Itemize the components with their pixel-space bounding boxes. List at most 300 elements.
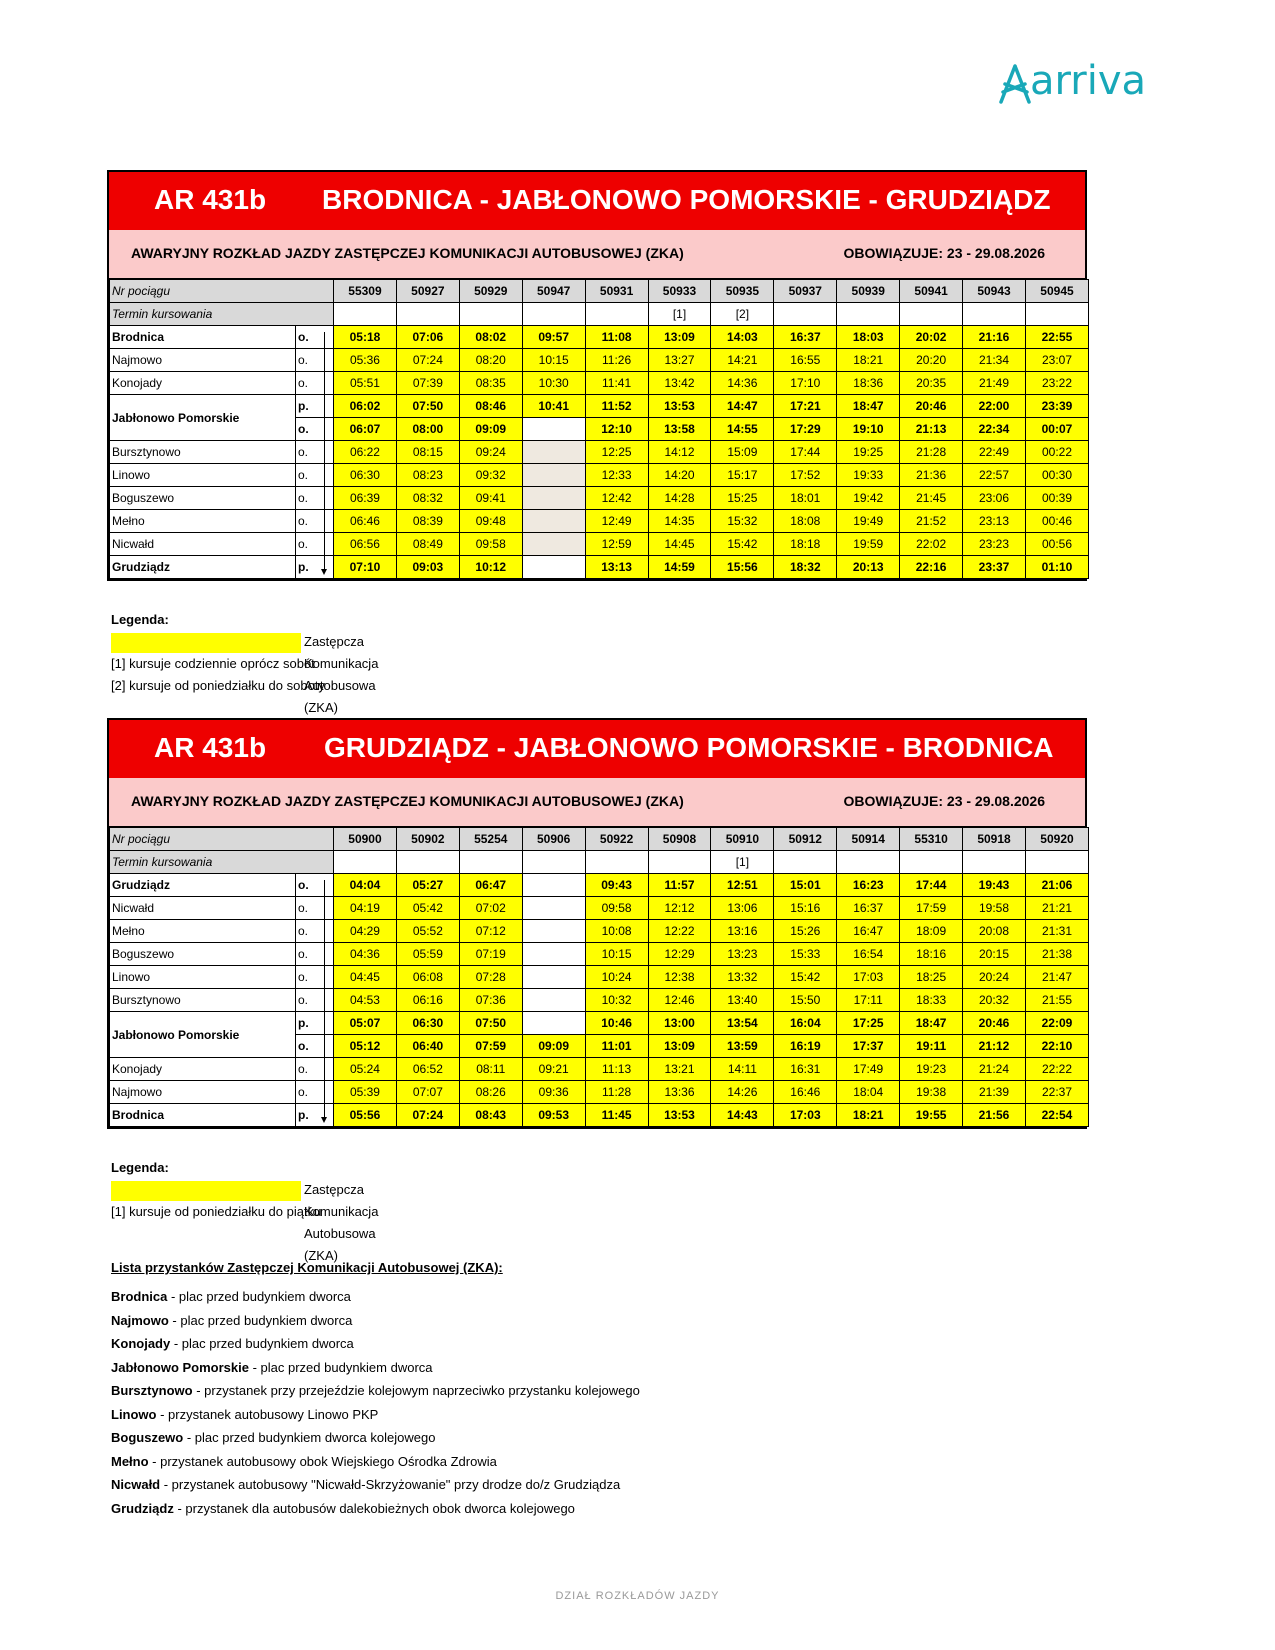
- stop-name: Bursztynowo: [111, 1383, 193, 1398]
- direction-arrow-icon: [324, 880, 325, 1121]
- timetable-row: [110, 1081, 1089, 1104]
- departure-time: 12:12: [648, 897, 711, 920]
- station-name: Mełno: [110, 920, 296, 943]
- departure-time: 17:52: [774, 464, 837, 487]
- term-note: [585, 851, 648, 874]
- departure-time: 13:09: [648, 1035, 711, 1058]
- departure-time: 00:30: [1025, 464, 1088, 487]
- train-number: 50937: [774, 280, 837, 303]
- arr-dep-code: o.: [296, 533, 334, 556]
- departure-time: 10:30: [522, 372, 585, 395]
- departure-time: 12:59: [585, 533, 648, 556]
- departure-time: 14:43: [711, 1104, 774, 1127]
- departure-time: 23:23: [963, 533, 1026, 556]
- departure-time: 18:18: [774, 533, 837, 556]
- stop-item: [111, 1285, 640, 1309]
- stop-description: - plac przed budynkiem dworca: [248, 1359, 433, 1375]
- arr-dep-code: o.: [296, 372, 334, 395]
- train-number: 50912: [774, 828, 837, 851]
- departure-time: 16:47: [837, 920, 900, 943]
- timetable-table: [109, 279, 1089, 579]
- departure-time: 21:38: [1025, 943, 1088, 966]
- departure-time: 12:51: [711, 874, 774, 897]
- departure-time: 22:10: [1025, 1035, 1088, 1058]
- departure-time: [522, 418, 585, 441]
- departure-time: 20:08: [963, 920, 1026, 943]
- departure-time: 19:38: [900, 1081, 963, 1104]
- departure-time: 21:45: [900, 487, 963, 510]
- term-note: [459, 303, 522, 326]
- departure-time: 21:56: [963, 1104, 1026, 1127]
- departure-time: 08:15: [396, 441, 459, 464]
- term-note: [396, 851, 459, 874]
- term-note: [334, 851, 397, 874]
- station-name: Brodnica: [110, 1104, 296, 1127]
- stop-name: Mełno: [111, 1453, 149, 1469]
- timetable-row: [110, 920, 1089, 943]
- departure-time: 05:27: [396, 874, 459, 897]
- departure-time: 07:07: [396, 1081, 459, 1104]
- departure-time: 09:24: [459, 441, 522, 464]
- timetable-brodnica-grudziadz: [107, 170, 1087, 581]
- departure-time: 10:32: [585, 989, 648, 1012]
- arr-dep-code: o.: [296, 1035, 334, 1058]
- departure-time: 06:52: [396, 1058, 459, 1081]
- term-note: [522, 851, 585, 874]
- departure-time: 17:10: [774, 372, 837, 395]
- arr-dep-code: o.: [296, 943, 334, 966]
- departure-time: 14:03: [711, 326, 774, 349]
- departure-time: 14:26: [711, 1081, 774, 1104]
- departure-time: 19:33: [837, 464, 900, 487]
- timetable-row: [110, 441, 1089, 464]
- legend-1: [111, 612, 379, 715]
- legend-2: [111, 1160, 379, 1263]
- train-number: 50900: [334, 828, 397, 851]
- departure-time: 06:02: [334, 395, 397, 418]
- train-number: 50922: [585, 828, 648, 851]
- departure-time: 13:09: [648, 326, 711, 349]
- stop-description: - plac przed budynkiem dworca: [168, 1312, 353, 1328]
- timetable-header: [107, 170, 1087, 230]
- departure-time: 14:55: [711, 418, 774, 441]
- departure-time: 17:03: [774, 1104, 837, 1127]
- departure-time: 22:49: [963, 441, 1026, 464]
- departure-time: 18:47: [900, 1012, 963, 1035]
- departure-time: 12:25: [585, 441, 648, 464]
- departure-time: 09:09: [459, 418, 522, 441]
- departure-time: 22:00: [963, 395, 1026, 418]
- legend-title: Legenda:: [111, 1160, 169, 1175]
- departure-time: 14:45: [648, 533, 711, 556]
- timetable-row: [110, 966, 1089, 989]
- departure-time: 16:37: [774, 326, 837, 349]
- departure-time: 10:12: [459, 556, 522, 579]
- term-note: [837, 303, 900, 326]
- station-name: Jabłonowo Pomorskie: [110, 395, 296, 441]
- stop-description: - plac przed budynkiem dworca: [170, 1336, 354, 1351]
- departure-time: 08:26: [459, 1081, 522, 1104]
- term-note: [774, 851, 837, 874]
- term-label: Termin kursowania: [110, 851, 334, 874]
- departure-time: 05:18: [334, 326, 397, 349]
- zka-label: Zastępcza Komunikacja Autobusowa (ZKA): [304, 634, 379, 715]
- legend-title: Legenda:: [111, 612, 169, 627]
- departure-time: 21:34: [963, 349, 1026, 372]
- train-number-label: Nr pociągu: [110, 280, 334, 303]
- train-number: 50935: [711, 280, 774, 303]
- departure-time: 19:11: [900, 1035, 963, 1058]
- departure-time: 19:25: [837, 441, 900, 464]
- departure-time: 21:12: [963, 1035, 1026, 1058]
- term-note: [1]: [648, 303, 711, 326]
- departure-time: 20:13: [837, 556, 900, 579]
- arr-dep-code: o.: [296, 989, 334, 1012]
- departure-time: 06:40: [396, 1035, 459, 1058]
- departure-time: 17:11: [837, 989, 900, 1012]
- departure-time: 21:24: [963, 1058, 1026, 1081]
- departure-time: 12:46: [648, 989, 711, 1012]
- departure-time: 10:41: [522, 395, 585, 418]
- departure-time: 19:49: [837, 510, 900, 533]
- train-number: 50918: [963, 828, 1026, 851]
- stop-item: [111, 1379, 640, 1403]
- departure-time: 09:21: [522, 1058, 585, 1081]
- departure-time: 22:57: [963, 464, 1026, 487]
- timetable-description: AWARYJNY ROZKŁAD JAZDY ZASTĘPCZEJ KOMUNIKACJI AUTOBUSOWEJ (ZKA): [131, 245, 684, 261]
- timetable-row: [110, 372, 1089, 395]
- timetable-row: [110, 464, 1089, 487]
- station-name: Jabłonowo Pomorskie: [110, 1012, 296, 1058]
- term-note: [900, 851, 963, 874]
- timetable-row: [110, 556, 1089, 579]
- departure-time: 11:28: [585, 1081, 648, 1104]
- departure-time: 17:44: [774, 441, 837, 464]
- departure-time: 09:57: [522, 326, 585, 349]
- train-number: 50929: [459, 280, 522, 303]
- departure-time: 13:53: [648, 1104, 711, 1127]
- departure-time: 16:19: [774, 1035, 837, 1058]
- timetable-row: [110, 943, 1089, 966]
- departure-time: 00:46: [1025, 510, 1088, 533]
- departure-time: [522, 920, 585, 943]
- train-number: 55254: [459, 828, 522, 851]
- timetable-subheader: [107, 230, 1087, 278]
- station-name: Najmowo: [110, 349, 296, 372]
- departure-time: 13:16: [711, 920, 774, 943]
- departure-time: 18:08: [774, 510, 837, 533]
- direction-arrow-icon: [324, 332, 325, 573]
- departure-time: 16:54: [837, 943, 900, 966]
- departure-time: 23:06: [963, 487, 1026, 510]
- departure-time: 17:59: [900, 897, 963, 920]
- departure-time: 11:52: [585, 395, 648, 418]
- departure-time: 21:52: [900, 510, 963, 533]
- departure-time: 08:49: [396, 533, 459, 556]
- term-label: Termin kursowania: [110, 303, 334, 326]
- timetable-header: [107, 718, 1087, 778]
- station-name: Brodnica: [110, 326, 296, 349]
- departure-time: 17:37: [837, 1035, 900, 1058]
- arr-dep-code: p.: [296, 1012, 334, 1035]
- term-note: [1025, 303, 1088, 326]
- stop-description: - przystanek autobusowy obok Wiejskiego Ośrodka Zdrowia: [148, 1453, 497, 1469]
- station-name: Boguszewo: [110, 943, 296, 966]
- departure-time: 06:30: [396, 1012, 459, 1035]
- departure-time: 06:39: [334, 487, 397, 510]
- departure-time: 14:20: [648, 464, 711, 487]
- departure-time: 21:49: [963, 372, 1026, 395]
- stop-name: Najmowo: [111, 1312, 169, 1328]
- departure-time: 05:56: [334, 1104, 397, 1127]
- departure-time: 18:09: [900, 920, 963, 943]
- departure-time: 04:36: [334, 943, 397, 966]
- term-row: [110, 851, 1089, 874]
- departure-time: 21:47: [1025, 966, 1088, 989]
- departure-time: 18:16: [900, 943, 963, 966]
- departure-time: 11:26: [585, 349, 648, 372]
- arrow-head-icon: [321, 1117, 327, 1123]
- departure-time: 07:12: [459, 920, 522, 943]
- departure-time: 05:24: [334, 1058, 397, 1081]
- departure-time: 13:13: [585, 556, 648, 579]
- timetable-row: [110, 326, 1089, 349]
- departure-time: 18:04: [837, 1081, 900, 1104]
- term-row: [110, 303, 1089, 326]
- stop-item: [111, 1426, 640, 1450]
- train-number: 50943: [963, 280, 1026, 303]
- departure-time: 16:23: [837, 874, 900, 897]
- departure-time: 06:46: [334, 510, 397, 533]
- zka-swatch: [111, 633, 301, 653]
- departure-time: 18:32: [774, 556, 837, 579]
- timetable-row: [110, 395, 1089, 418]
- departure-time: 07:39: [396, 372, 459, 395]
- train-number: 50931: [585, 280, 648, 303]
- arr-dep-code: o.: [296, 966, 334, 989]
- departure-time: 18:36: [837, 372, 900, 395]
- departure-time: 09:43: [585, 874, 648, 897]
- arr-dep-code: o.: [296, 1081, 334, 1104]
- departure-time: 05:51: [334, 372, 397, 395]
- departure-time: 10:08: [585, 920, 648, 943]
- arr-dep-code: o.: [296, 464, 334, 487]
- departure-time: 12:49: [585, 510, 648, 533]
- train-number: 50920: [1025, 828, 1088, 851]
- term-note: [396, 303, 459, 326]
- station-name: Nicwałd: [110, 533, 296, 556]
- departure-time: [522, 966, 585, 989]
- departure-time: 07:50: [459, 1012, 522, 1035]
- departure-time: 06:47: [459, 874, 522, 897]
- departure-time: 05:39: [334, 1081, 397, 1104]
- departure-time: 11:01: [585, 1035, 648, 1058]
- departure-time: 12:22: [648, 920, 711, 943]
- station-name: Bursztynowo: [110, 989, 296, 1012]
- departure-time: 14:47: [711, 395, 774, 418]
- arr-dep-code: o.: [296, 326, 334, 349]
- term-note: [963, 851, 1026, 874]
- departure-time: 21:13: [900, 418, 963, 441]
- term-note: [585, 303, 648, 326]
- arr-dep-code: o.: [296, 920, 334, 943]
- departure-time: 15:42: [774, 966, 837, 989]
- arr-dep-code: p.: [296, 556, 334, 579]
- stop-name: Nicwałd: [111, 1477, 161, 1492]
- departure-time: [522, 943, 585, 966]
- departure-time: 05:07: [334, 1012, 397, 1035]
- departure-time: 07:59: [459, 1035, 522, 1058]
- departure-time: 08:20: [459, 349, 522, 372]
- departure-time: [522, 989, 585, 1012]
- departure-time: 15:01: [774, 874, 837, 897]
- departure-time: [522, 1012, 585, 1035]
- departure-time: 08:35: [459, 372, 522, 395]
- departure-time: 16:46: [774, 1081, 837, 1104]
- departure-time: 09:36: [522, 1081, 585, 1104]
- zka-swatch: [111, 1181, 301, 1201]
- departure-time: 07:10: [334, 556, 397, 579]
- departure-time: 21:16: [963, 326, 1026, 349]
- stop-item: [111, 1356, 640, 1380]
- departure-time: 08:32: [396, 487, 459, 510]
- departure-time: 21:36: [900, 464, 963, 487]
- departure-time: 11:08: [585, 326, 648, 349]
- departure-time: 22:54: [1025, 1104, 1088, 1127]
- departure-time: 18:01: [774, 487, 837, 510]
- departure-time: 15:17: [711, 464, 774, 487]
- station-name: Nicwałd: [110, 897, 296, 920]
- departure-time: [522, 487, 585, 510]
- departure-time: 06:30: [334, 464, 397, 487]
- timetable-row: [110, 487, 1089, 510]
- departure-time: 05:52: [396, 920, 459, 943]
- legend-note: [1] kursuje codziennie oprócz sobót: [111, 656, 315, 671]
- departure-time: 22:16: [900, 556, 963, 579]
- departure-time: 09:58: [459, 533, 522, 556]
- departure-time: 07:28: [459, 966, 522, 989]
- departure-time: 13:59: [711, 1035, 774, 1058]
- departure-time: [522, 533, 585, 556]
- departure-time: 12:10: [585, 418, 648, 441]
- departure-time: 08:46: [459, 395, 522, 418]
- departure-time: 14:35: [648, 510, 711, 533]
- timetable-description: AWARYJNY ROZKŁAD JAZDY ZASTĘPCZEJ KOMUNIKACJI AUTOBUSOWEJ (ZKA): [131, 793, 684, 809]
- train-number: 50910: [711, 828, 774, 851]
- departure-time: 22:09: [1025, 1012, 1088, 1035]
- departure-time: 08:00: [396, 418, 459, 441]
- departure-time: 05:59: [396, 943, 459, 966]
- departure-time: 11:57: [648, 874, 711, 897]
- train-number: 50908: [648, 828, 711, 851]
- departure-time: 07:50: [396, 395, 459, 418]
- validity-dates: OBOWIĄZUJE: 23 - 29.08.2026: [843, 245, 1045, 261]
- stop-name: Konojady: [111, 1336, 171, 1351]
- station-name: Najmowo: [110, 1081, 296, 1104]
- departure-time: 04:19: [334, 897, 397, 920]
- departure-time: 16:55: [774, 349, 837, 372]
- departure-time: 12:29: [648, 943, 711, 966]
- station-name: Linowo: [110, 966, 296, 989]
- departure-time: 00:56: [1025, 533, 1088, 556]
- departure-time: 13:42: [648, 372, 711, 395]
- departure-time: 07:02: [459, 897, 522, 920]
- departure-time: 14:21: [711, 349, 774, 372]
- departure-time: 15:16: [774, 897, 837, 920]
- term-note: [837, 851, 900, 874]
- train-number-label: Nr pociągu: [110, 828, 334, 851]
- departure-time: 09:58: [585, 897, 648, 920]
- train-number: 50906: [522, 828, 585, 851]
- departure-time: 22:55: [1025, 326, 1088, 349]
- departure-time: 16:04: [774, 1012, 837, 1035]
- line-number: AR 431b: [154, 184, 267, 215]
- departure-time: 23:22: [1025, 372, 1088, 395]
- departure-time: 01:10: [1025, 556, 1088, 579]
- departure-time: 04:04: [334, 874, 397, 897]
- departure-time: 14:28: [648, 487, 711, 510]
- departure-time: 16:31: [774, 1058, 837, 1081]
- train-number: 55309: [334, 280, 397, 303]
- footer: DZIAŁ ROZKŁADÓW JAZDY: [555, 1590, 720, 1602]
- departure-time: 10:15: [522, 349, 585, 372]
- legend-note: [1] kursuje od poniedziałku do piątku: [111, 1204, 322, 1219]
- stop-description: - przystanek autobusowy "Nicwałd-Skrzyżowanie" przy drodze do/z Grudziądza: [160, 1477, 621, 1492]
- departure-time: 19:43: [963, 874, 1026, 897]
- departure-time: 19:10: [837, 418, 900, 441]
- departure-time: 19:58: [963, 897, 1026, 920]
- arriva-logo-icon: [995, 62, 1035, 108]
- train-number: 55310: [900, 828, 963, 851]
- stops-title: Lista przystanków Zastępczej Komunikacji Autobusowej (ZKA):: [111, 1260, 503, 1275]
- departure-time: 18:21: [837, 1104, 900, 1127]
- departure-time: 20:32: [963, 989, 1026, 1012]
- departure-time: 21:39: [963, 1081, 1026, 1104]
- departure-time: 09:32: [459, 464, 522, 487]
- train-number: 50933: [648, 280, 711, 303]
- departure-time: 21:28: [900, 441, 963, 464]
- departure-time: 20:24: [963, 966, 1026, 989]
- departure-time: 20:20: [900, 349, 963, 372]
- departure-time: 17:21: [774, 395, 837, 418]
- departure-time: 11:41: [585, 372, 648, 395]
- departure-time: 17:29: [774, 418, 837, 441]
- departure-time: 07:24: [396, 1104, 459, 1127]
- station-name: Grudziądz: [110, 874, 296, 897]
- arr-dep-code: o.: [296, 441, 334, 464]
- departure-time: 15:32: [711, 510, 774, 533]
- route-title: BRODNICA - JABŁONOWO POMORSKIE - GRUDZIĄDZ: [322, 184, 1051, 215]
- train-number: 50941: [900, 280, 963, 303]
- term-note: [1025, 851, 1088, 874]
- stop-name: Jabłonowo Pomorskie: [111, 1359, 249, 1375]
- stops-list: [111, 1260, 640, 1520]
- arr-dep-code: o.: [296, 897, 334, 920]
- departure-time: [522, 874, 585, 897]
- departure-time: 22:22: [1025, 1058, 1088, 1081]
- timetable-row: [110, 874, 1089, 897]
- train-number: 50939: [837, 280, 900, 303]
- timetable-grudziadz-brodnica: [107, 718, 1087, 1129]
- departure-time: 00:22: [1025, 441, 1088, 464]
- timetable-row: [110, 1104, 1089, 1127]
- departure-time: 06:08: [396, 966, 459, 989]
- departure-time: 04:53: [334, 989, 397, 1012]
- departure-time: 09:48: [459, 510, 522, 533]
- departure-time: 15:25: [711, 487, 774, 510]
- departure-time: 06:16: [396, 989, 459, 1012]
- departure-time: 18:33: [900, 989, 963, 1012]
